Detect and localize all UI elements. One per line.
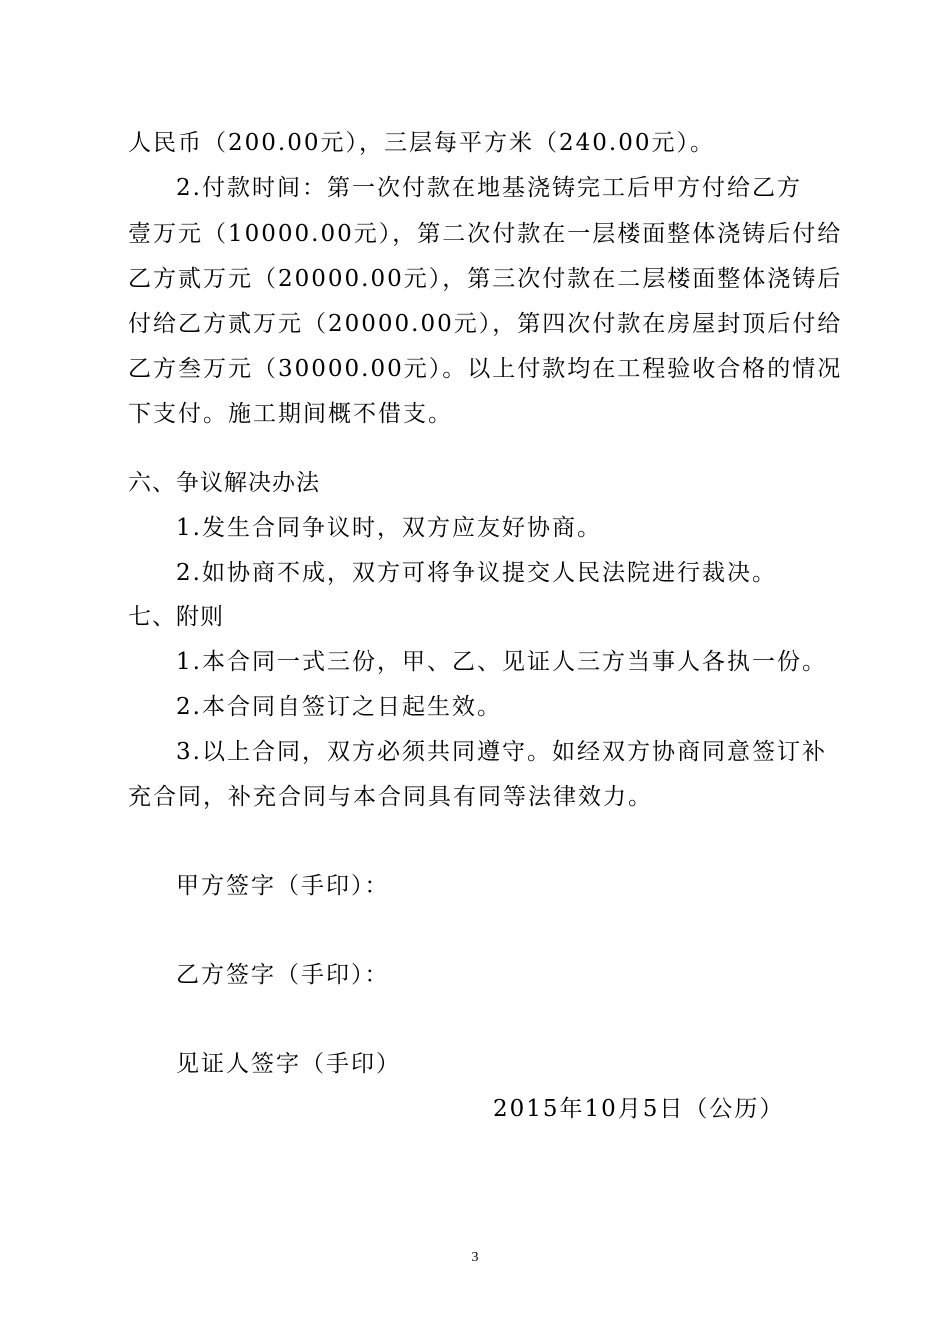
signature-party-a: 甲方签字（手印）：: [176, 873, 390, 899]
signature-witness: 见证人签字（手印）: [176, 1051, 401, 1077]
signature-party-b: 乙方签字（手印）：: [176, 962, 390, 988]
paragraph-line: 乙方叁万元（30000.00元）。以上付款均在工程验收合格的情况: [128, 356, 843, 382]
paragraph-line: 人民币（200.00元），三层每平方米（240.00元）。: [128, 130, 715, 156]
list-item: 2.如协商不成，双方可将争议提交人民法院进行裁决。: [176, 560, 777, 586]
list-item: 1.发生合同争议时，双方应友好协商。: [176, 515, 602, 541]
paragraph-line: 壹万元（10000.00元），第二次付款在一层楼面整体浇铸后付给: [128, 221, 843, 247]
list-item: 充合同，补充合同与本合同具有同等法律效力。: [128, 784, 653, 810]
paragraph-line: 乙方贰万元（20000.00元），第三次付款在二层楼面整体浇铸后: [128, 266, 843, 292]
section-heading-dispute: 六、争议解决办法: [128, 470, 320, 496]
section-heading-appendix: 七、附则: [128, 604, 224, 630]
paragraph-line: 2.付款时间：第一次付款在地基浇铸完工后甲方付给乙方: [176, 175, 802, 201]
page-number: 3: [471, 1250, 479, 1265]
paragraph-line: 下支付。施工期间概不借支。: [128, 401, 453, 427]
list-item: 3.以上合同，双方必须共同遵守。如经双方协商同意签订补: [176, 739, 827, 765]
signing-date: 2015年10月5日（公历）: [493, 1096, 785, 1122]
list-item: 2.本合同自签订之日起生效。: [176, 694, 502, 720]
list-item: 1.本合同一式三份，甲、乙、见证人三方当事人各执一份。: [176, 649, 827, 675]
paragraph-line: 付给乙方贰万元（20000.00元），第四次付款在房屋封顶后付给: [128, 311, 843, 337]
